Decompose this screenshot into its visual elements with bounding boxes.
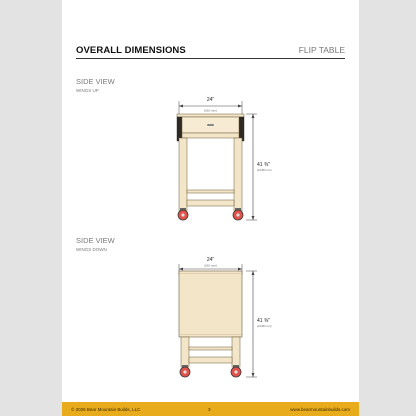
section-subtitle-wings-down: WINGS DOWN [76, 247, 107, 252]
page-number: 3 [208, 406, 211, 412]
width-metric-wings-up: (610 mm) [204, 108, 217, 113]
width-label-wings-down: 24" [206, 257, 215, 263]
height-label-wings-up: 41 ⅜" [257, 162, 270, 168]
height-metric-wings-down: (1048 mm) [257, 324, 272, 328]
dimension-drawings [62, 0, 359, 416]
footer-copyright: © 2026 Bear Mountain Builds, LLC [71, 406, 141, 412]
wings-up-drawing [177, 97, 272, 220]
page-footer [62, 402, 359, 416]
height-label-wings-down: 41 ⅜" [257, 318, 270, 324]
section-subtitle-wings-up: WINGS UP [76, 88, 99, 93]
width-metric-wings-down: (610 mm) [204, 263, 217, 268]
wings-down-drawing [179, 257, 272, 377]
section-title-wings-down: SIDE VIEW [76, 236, 115, 245]
width-label-wings-up: 24" [206, 97, 215, 103]
page [62, 0, 359, 416]
page-title: OVERALL DIMENSIONS [76, 45, 186, 56]
project-name: FLIP TABLE [298, 45, 345, 55]
height-metric-wings-up: (1048 mm) [257, 168, 272, 172]
footer-website-link[interactable]: www.bearmountainbuilds.com [290, 406, 350, 412]
section-title-wings-up: SIDE VIEW [76, 77, 115, 86]
